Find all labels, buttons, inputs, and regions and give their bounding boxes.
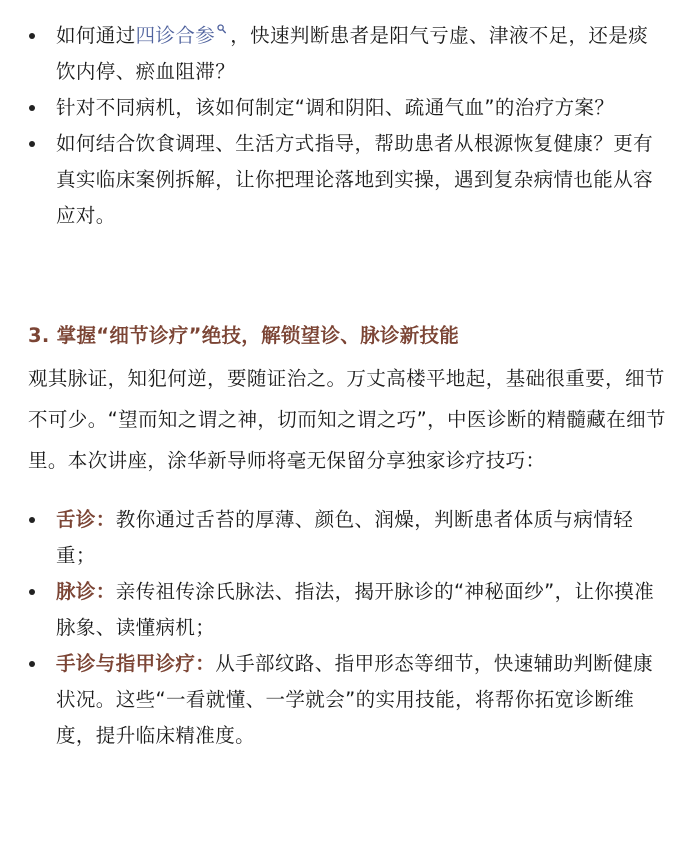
list-item [0, 646, 688, 754]
search-icon[interactable] [217, 24, 226, 34]
question-list [0, 18, 688, 234]
list-item [0, 574, 688, 646]
term-pulse-diagnosis: 脉诊： [56, 580, 116, 603]
list-text: 从手部纹路、指甲形态等细节，快速辅助判断健康状况。这些“一看就懂、一学就会”的实用技能，将帮你拓宽诊断维度，提升临床精准度。 [56, 652, 654, 747]
list-text: 亲传祖传涂氏脉法、指法，揭开脉诊的“神秘面纱”，让你摸准脉象、读懂病机； [56, 580, 655, 639]
list-item [0, 126, 688, 234]
list-text: 教你通过舌苔的厚薄、颜色、润燥，判断患者体质与病情轻重； [56, 508, 634, 567]
list-item [0, 18, 688, 90]
list-item [0, 502, 688, 574]
list-text-after-link: ，快速判断患者是阳气亏虚、津液不足，还是痰饮内停、瘀血阻滞？ [56, 24, 649, 83]
term-hand-nail-diagnosis: 手诊与指甲诊疗： [56, 652, 216, 675]
list-item [0, 90, 688, 126]
section-heading: 3. 掌握“细节诊疗”绝技，解锁望诊、脉诊新技能 [28, 324, 460, 347]
section-paragraph: 观其脉证，知犯何逆，要随证治之。万丈高楼平地起，基础很重要，细节不可少。“望而知之谓之神，切而知之谓之巧”，中医诊断的精髓藏在细节里。本次讲座，涂华新导师将毫无保留分享独家诊疗技巧： [28, 367, 666, 472]
bullet [29, 33, 35, 39]
bullet [29, 105, 35, 111]
keyword-link[interactable]: 四诊合参 [135, 24, 216, 47]
term-tongue-diagnosis: 舌诊： [56, 508, 116, 531]
bullet [29, 517, 35, 523]
list-text: 如何结合饮食调理、生活方式指导，帮助患者从根源恢复健康？更有真实临床案例拆解，让你把理论落地到实操，遇到复杂病情也能从容应对。 [56, 132, 654, 227]
list-text: 针对不同病机，该如何制定“调和阴阳、疏通气血”的治疗方案？ [56, 96, 615, 119]
bullet [29, 141, 35, 147]
bullet [29, 661, 35, 667]
list-text-before-link: 如何通过 [56, 24, 136, 47]
bullet [29, 589, 35, 595]
technique-list [0, 502, 688, 754]
